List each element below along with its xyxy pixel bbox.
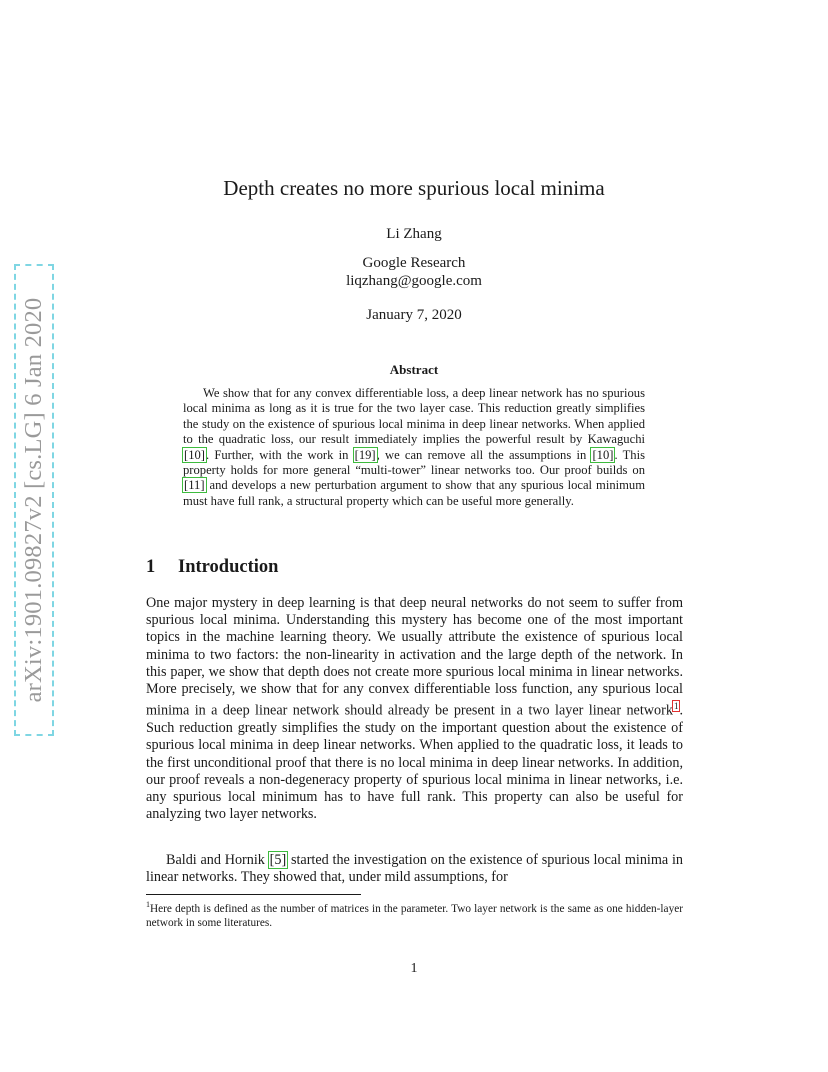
section-heading bbox=[146, 557, 278, 578]
abstract-body bbox=[183, 386, 645, 509]
arxiv-identifier-text: arXiv:1901.09827v2 [cs.LG] 6 Jan 2020 bbox=[20, 297, 47, 703]
abstract-text: We show that for any convex differentiable loss, a deep linear network has no spurious local minima as long as it is true for the two layer case. This reduction greatly simplifies the study on the existence of spurious local minima in deep linear networks. When applied to the quadratic loss, our result immediately implies the powerful result by Kawaguchi bbox=[183, 386, 645, 447]
footnote-mark: 1 bbox=[146, 900, 150, 909]
intro-paragraph-1 bbox=[146, 595, 683, 823]
abstract-text: , we can remove all the assumptions in bbox=[376, 447, 592, 462]
section-title: Introduction bbox=[178, 557, 279, 577]
abstract-text: and develops a new perturbation argument to show that any spurious local minimum must have full rank, a structural property which can be useful more generally. bbox=[183, 478, 645, 508]
citation-link[interactable]: [5] bbox=[269, 852, 287, 868]
abstract-text: . Further, with the work in bbox=[205, 447, 354, 462]
citation-link[interactable]: [10] bbox=[592, 447, 614, 462]
author-email: liqzhang@google.com bbox=[346, 273, 482, 289]
footnote-divider bbox=[146, 894, 361, 895]
section-number: 1 bbox=[146, 557, 156, 577]
footnote bbox=[146, 898, 683, 931]
footnote-link[interactable]: 1 bbox=[673, 701, 679, 712]
citation-link[interactable]: [10] bbox=[184, 447, 205, 462]
author-affiliation: Google Research bbox=[362, 255, 466, 271]
citation-link[interactable]: [19] bbox=[354, 447, 376, 462]
paper-date: January 7, 2020 bbox=[366, 307, 462, 323]
intro-paragraph-2 bbox=[146, 852, 683, 886]
paragraph-text: One major mystery in deep learning is that deep neural networks do not seem to suffer from spurious local minima. Understanding this mystery has become one of the most important topics in the machine learning theory. We usually attribute the existence of spurious local minima to two factors: the non-linearity in activation and the large depth of the network. In this paper, we show that depth does not create more spurious local minima in linear networks. More precisely, we show that for any convex differentiable loss function, any spurious local minima in a deep linear network should already be present in a two layer linear network bbox=[146, 595, 683, 719]
paper-title: Depth creates no more spurious local minima bbox=[223, 176, 605, 200]
citation-link[interactable]: [11] bbox=[184, 478, 205, 493]
paragraph-text: . Such reduction greatly simplifies the study on the important question about the existence of spurious local minima in deep linear networks. When applied to the quadratic loss, it leads to the first unconditional proof that there is no local minima in deep linear networks. In addition, our proof reveals a non-degeneracy property of spurious local minima in linear networks, i.e. any spurious local minimum has to have full rank. This property can also be useful for analyzing two layer networks. bbox=[146, 702, 683, 823]
abstract-text: . This property holds for more general “multi-tower” linear networks too. Our proof builds on bbox=[183, 447, 645, 478]
footnote-text: Here depth is defined as the number of matrices in the parameter. Two layer network is the same as one hidden-layer network in some literatures. bbox=[146, 902, 683, 930]
arxiv-identifier-stamp[interactable] bbox=[14, 264, 54, 736]
paragraph-text: Baldi and Hornik bbox=[166, 852, 269, 868]
paragraph-text: started the investigation on the existence of spurious local minima in linear networks. They showed that, under mild assumptions, for bbox=[146, 852, 683, 886]
abstract-heading: Abstract bbox=[389, 362, 439, 377]
author-name: Li Zhang bbox=[386, 226, 442, 242]
page-number: 1 bbox=[410, 961, 418, 976]
